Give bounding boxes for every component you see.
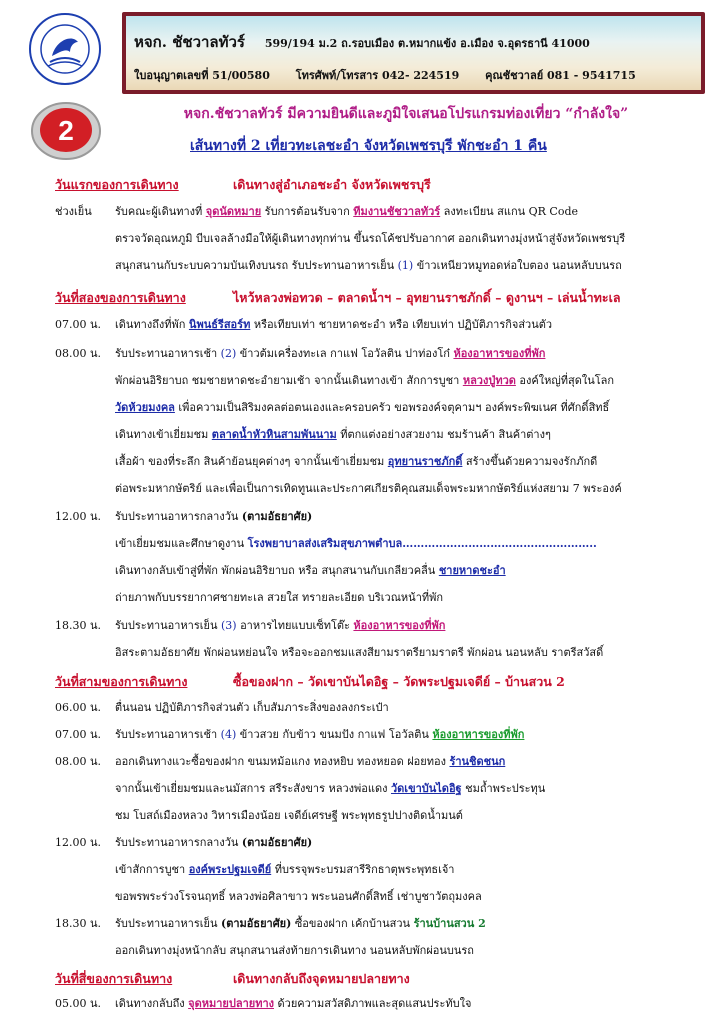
day2-label: วันที่สองของการเดินทาง: [55, 290, 186, 305]
time-label: 18.30 น.: [55, 917, 102, 930]
agency-address: 599/194 ม.2 ถ.รอบเมือง ต.หมากแข้ง อ.เมือง จ.อุดรธานี 41000: [264, 37, 590, 50]
link-hotel-restaurant[interactable]: ห้องอาหารของที่พัก: [353, 619, 446, 632]
day2-line-c2: [115, 401, 609, 415]
day2-route: ไหว้หลวงพ่อทวด – ตลาดน้ำฯ – อุทยานราชภักดิ์ – ดูงานฯ – เล่นน้ำทะเล: [233, 290, 621, 305]
route-number-badge: [30, 97, 102, 161]
day4-label: วันที่สี่ของการเดินทาง: [55, 971, 173, 986]
day4-row-0500: [55, 997, 471, 1011]
program-title: หจก.ชัชวาลทัวร์ มีความยินดีและภูมิใจเสนอโปรแกรมท่องเที่ยว “กำลังใจ”: [183, 106, 629, 122]
day2-line-c5: ต่อพระมหากษัตริย์ และเพื่อเป็นการเทิดทูนและประกาศเกียรติคุณสมเด็จพระมหากษัตริย์แห่งสยาม 7 พระองค์: [115, 482, 622, 495]
day3-row-1830: [55, 917, 486, 931]
time-label: 08.00 น.: [55, 755, 102, 768]
link-hotel-restaurant[interactable]: ห้องอาหารของที่พัก: [432, 728, 525, 741]
text: อาหารไทยแบบเซ็ทโต๊ะ: [236, 619, 354, 632]
banner-line-1: [134, 30, 590, 54]
optional-note: (ตามอัธยาศัย): [241, 510, 313, 523]
day2-heading: [55, 288, 621, 308]
day1-label: วันแรกของการเดินทาง: [55, 177, 179, 192]
phone-number: โทรศัพท์/โทรสาร 042- 224519: [295, 69, 460, 82]
link-cha-am-beach[interactable]: ชายหาดชะอำ: [438, 564, 506, 577]
day3-heading: [55, 672, 565, 692]
day4-heading: [55, 969, 410, 989]
text: รับคณะผู้เดินทางที่: [115, 205, 206, 218]
text: ตื่นนอน ปฏิบัติภารกิจส่วนตัว เก็บสัมภาระสิ่งของลงกระเป๋า: [115, 701, 389, 714]
text: ด้วยความสวัสดิภาพและสุดแสนประทับใจ: [274, 997, 472, 1010]
day2-line-c4: [115, 455, 597, 469]
text: ซื้อของฝาก เค้กบ้านสวน: [291, 917, 414, 930]
text: ที่บรรจุพระบรมสารีริกธาตุพระพุทธเจ้า: [271, 863, 455, 876]
day1-line-3: [115, 259, 622, 273]
day2-line-c8: ถ่ายภาพกับบรรยากาศชายทะเล สวยใส ทรายละเอียด บริเวณหน้าที่พัก: [115, 591, 444, 604]
text: เข้าสักการบูชา: [115, 863, 189, 876]
day3-line-c1: [115, 782, 545, 796]
day2-row-1200: [55, 510, 312, 524]
agency-banner: [122, 12, 705, 94]
day3-line-c3: [115, 863, 454, 877]
day3-row-1200: [55, 836, 312, 850]
time-label: 08.00 น.: [55, 347, 102, 360]
day3-row-0800: [55, 755, 505, 769]
day2-line-c9: อิสระตามอัธยาศัย พักผ่อนหย่อนใจ หรือจะออกชมแสงสียามราตรียามราตรี พักผ่อน นอนหลับ ราตรีสวัสดิ์: [115, 646, 604, 659]
text: ข้าวเหนียวหมูทอดห่อใบตอง นอนหลับบนรถ: [413, 259, 622, 272]
link-resort[interactable]: นิพนธ์รีสอร์ท: [188, 318, 251, 331]
contact-person: คุณชัชวาลย์ 081 - 9541715: [485, 69, 636, 82]
day2-row-0800: [55, 347, 545, 361]
text: ออกเดินทางแวะซื้อของฝาก ขนมหม้อแกง ทองหยิบ ทองหยอด ฝอยทอง: [115, 755, 450, 768]
banner-line-2: [134, 66, 636, 84]
time-label: 12.00 น.: [55, 836, 102, 849]
meal-number: (3): [220, 619, 237, 632]
time-label: 18.30 น.: [55, 619, 102, 632]
text: รับประทานอาหารเย็น: [115, 619, 221, 632]
text: รับประทานอาหารกลางวัน: [115, 510, 242, 523]
text: เพื่อความเป็นสิริมงคลต่อตนเองและครอบครัว ขอพรองค์จตุคามฯ องค์พระพิฆเนศ ที่ศักดิ์สิทธิ์: [174, 401, 610, 414]
day1-heading: [55, 175, 431, 195]
link-wat-huai-mongkol[interactable]: วัดห้วยมงคล: [115, 401, 175, 414]
page-header: [22, 8, 707, 92]
hospital-visit: โรงพยาบาลส่งเสริมสุขภาพตำบล……………………………………………..: [247, 537, 597, 550]
text: รับการต้อนรับจาก: [261, 205, 354, 218]
day2-row-0700: [55, 318, 552, 332]
link-wat-khao-bandai-it[interactable]: วัดเขาบันไดอิฐ: [390, 782, 462, 795]
company-logo: [28, 12, 102, 86]
day4-route: เดินทางกลับถึงจุดหมายปลายทาง: [233, 971, 410, 986]
meal-number: (4): [220, 728, 237, 741]
text: รับประทานอาหารเช้า: [115, 347, 221, 360]
optional-note: (ตามอัธยาศัย): [220, 917, 292, 930]
link-chidchanok-shop[interactable]: ร้านชิดชนก: [449, 755, 506, 768]
day3-line-c4: ขอพรพระร่วงโรจนฤทธิ์ หลวงพ่อศิลาขาว พระนอนศักดิ์สิทธิ์ เช่าบูชาวัตถุมงคล: [115, 890, 482, 903]
text: สร้างขึ้นด้วยความจงรักภักดี: [462, 455, 598, 468]
text: จากนั้นเข้าเยี่ยมชมและนมัสการ สรีระสังขาร หลวงพ่อแดง: [115, 782, 391, 795]
text: ข้าวสวย กับข้าว ขนมปัง กาแฟ โอวัลติน: [236, 728, 433, 741]
text: รับประทานอาหารเช้า: [115, 728, 221, 741]
day1-route: เดินทางสู่อำเภอชะอำ จังหวัดเพชรบุรี: [233, 177, 431, 192]
agency-name: หจก. ชัชวาลทัวร์: [134, 33, 245, 51]
link-team[interactable]: ทีมงานชัชวาลทัวร์: [353, 205, 441, 218]
text: ที่ตกแต่งอย่างสวยงาม ชมร้านค้า สินค้าต่างๆ: [336, 428, 551, 441]
route-subtitle-text: เส้นทางที่ 2 เที่ยวทะเลชะอำ จังหวัดเพชรบุรี พักชะอำ 1 คืน: [190, 138, 547, 154]
day3-line-c5: ออกเดินทางมุ่งหน้ากลับ สนุกสนานส่งท้ายการเดินทาง นอนหลับพักผ่อนบนรถ: [115, 944, 474, 957]
link-ban-suan-2[interactable]: ร้านบ้านสวน 2: [413, 917, 486, 930]
time-label: 06.00 น.: [55, 701, 102, 714]
link-hotel-restaurant[interactable]: ห้องอาหารของที่พัก: [453, 347, 546, 360]
text: ลงทะเบียน สแกน QR Code: [440, 205, 579, 218]
text: เดินทางถึงที่พัก: [115, 318, 189, 331]
route-subtitle: [190, 135, 547, 157]
text: หรือเทียบเท่า ชายหาดชะอำ หรือ เทียบเท่า ปฏิบัติภารกิจส่วนตัว: [250, 318, 553, 331]
time-label: 07.00 น.: [55, 318, 102, 331]
text: องค์ใหญ่ที่สุดในโลก: [515, 374, 615, 387]
link-rajabhakti-park[interactable]: อุทยานราชภักดิ์: [387, 455, 463, 468]
text: เสื้อผ้า ของที่ระลึก สินค้าย้อนยุคต่างๆ จากนั้นเข้าเยี่ยมชม: [115, 455, 388, 468]
optional-note: (ตามอัธยาศัย): [241, 836, 313, 849]
day3-row-0700: [55, 728, 524, 742]
time-label: 12.00 น.: [55, 510, 102, 523]
time-label: 05.00 น.: [55, 997, 102, 1010]
text: ชมถ้ำพระประทุน: [461, 782, 546, 795]
badge-number: 2: [58, 115, 74, 146]
link-floating-market[interactable]: ตลาดน้ำหัวหินสามพันนาม: [211, 428, 337, 441]
day3-route: ซื้อของฝาก – วัดเขาบันไดอิฐ – วัดพระปฐมเจดีย์ – บ้านสวน 2: [233, 674, 565, 689]
link-luang-pu-thuat[interactable]: หลวงปู่ทวด: [462, 374, 516, 387]
text: พักผ่อนอิริยาบถ ชมชายหาดชะอำยามเช้า จากนั้นเดินทางเข้า สักการบูชา: [115, 374, 463, 387]
meal-number: (1): [397, 259, 414, 272]
day2-row-1830: [55, 619, 445, 633]
text: เดินทางเข้าเยี่ยมชม: [115, 428, 212, 441]
day2-line-c3: [115, 428, 551, 442]
text: สนุกสนานกับระบบความบันเทิงบนรถ รับประทานอาหารเย็น: [115, 259, 398, 272]
link-phra-pathom-chedi[interactable]: องค์พระปฐมเจดีย์: [188, 863, 272, 876]
day2-line-c7: [115, 564, 506, 578]
link-meeting-point[interactable]: จุดนัดหมาย: [205, 205, 262, 218]
day1-line-2: ตรวจวัดอุณหภูมิ บีบเจลล้างมือให้ผู้เดินทางทุกท่าน ขึ้นรถโค้ชปรับอากาศ ออกเดินทางมุ่งหน้าสู่จังหวัดเพชรบุรี: [115, 232, 626, 245]
day3-label: วันที่สามของการเดินทาง: [55, 674, 188, 689]
meal-number: (2): [220, 347, 237, 360]
text: ข้าวต้มเครื่องทะเล กาแฟ โอวัลติน ปาท่องโก๋: [236, 347, 454, 360]
text: เข้าเยี่ยมชมและศึกษาดูงาน: [115, 537, 248, 550]
day3-row-0600: [55, 701, 389, 715]
text: รับประทานอาหารกลางวัน: [115, 836, 242, 849]
day2-line-c6: [115, 537, 597, 551]
time-label: 07.00 น.: [55, 728, 102, 741]
day3-line-c2: ชม โบสถ์เมืองหลวง วิหารเมืองน้อย เจดีย์เศรษฐี พระพุทธรูปปางติดน้ำมนต์: [115, 809, 463, 822]
link-destination[interactable]: จุดหมายปลายทาง: [188, 997, 274, 1010]
license-number: ใบอนุญาตเลขที่ 51/00580: [134, 69, 270, 82]
day1-row-evening: [55, 205, 578, 219]
text: เดินทางกลับถึง: [115, 997, 189, 1010]
day2-line-c1: [115, 374, 614, 388]
time-label: ช่วงเย็น: [55, 205, 92, 218]
text: รับประทานอาหารเย็น: [115, 917, 221, 930]
text: เดินทางกลับเข้าสู่ที่พัก พักผ่อนอิริยาบถ หรือ สนุกสนานกับเกลียวคลื่น: [115, 564, 439, 577]
